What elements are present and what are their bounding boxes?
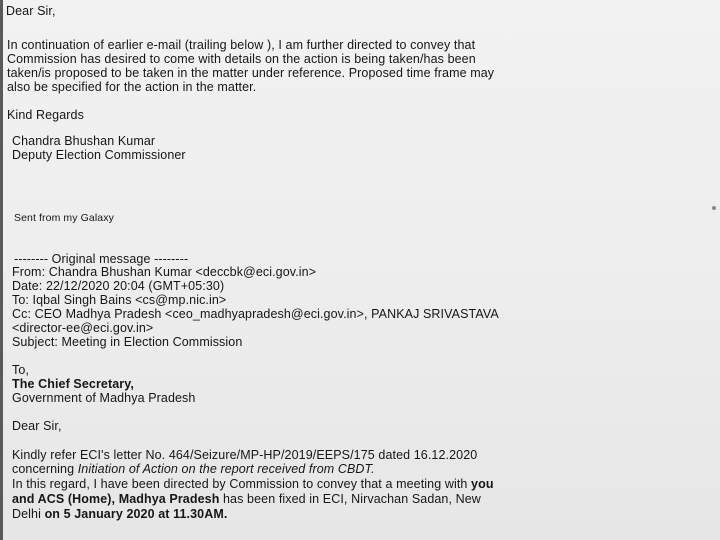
sent-from-device: Sent from my Galaxy (14, 212, 114, 224)
letter-recipient-org: Government of Madhya Pradesh (12, 391, 196, 405)
letter-to-label: To, (12, 363, 29, 377)
letter-meeting-bold: and ACS (Home), Madhya Pradesh (12, 492, 220, 506)
email-body-line: In continuation of earlier e-mail (trailing below ), I am further directed to convey that (7, 38, 476, 52)
signature-name: Chandra Bhushan Kumar (12, 134, 156, 148)
header-to: To: Iqbal Singh Bains <cs@mp.nic.in> (12, 293, 227, 307)
letter-subject-prefix: concerning (12, 462, 78, 476)
email-closing: Kind Regards (7, 108, 84, 122)
letter-subject-line (12, 462, 375, 476)
scan-speck (712, 206, 716, 210)
letter-meeting-text: Delhi (12, 507, 45, 521)
signature-title: Deputy Election Commissioner (12, 148, 186, 162)
letter-greeting: Dear Sir, (12, 419, 62, 433)
header-cc: Cc: CEO Madhya Pradesh <ceo_madhyapradesh@eci.gov.in>, PANKAJ SRIVASTAVA (12, 307, 499, 321)
letter-recipient: The Chief Secretary, (12, 377, 134, 391)
scan-left-edge (0, 0, 3, 540)
letter-meeting-text: has been fixed in ECI, Nirvachan Sadan, New (219, 492, 481, 506)
header-cc-continued: <director-ee@eci.gov.in> (12, 321, 154, 335)
letter-meeting-line (12, 477, 494, 491)
letter-subject-italic: Initiation of Action on the report received from CBDT. (77, 462, 375, 476)
letter-meeting-date: on 5 January 2020 at 11.30AM. (44, 507, 228, 521)
letter-meeting-line (12, 492, 481, 506)
email-body-line: Commission has desired to come with details on the action is being taken/has been (7, 52, 476, 66)
email-body-line: also be specified for the action in the matter. (7, 80, 257, 94)
header-date: Date: 22/12/2020 20:04 (GMT+05:30) (12, 279, 225, 293)
header-from: From: Chandra Bhushan Kumar <deccbk@eci.gov.in> (12, 265, 317, 279)
letter-meeting-bold: you (471, 477, 494, 491)
original-message-separator: -------- Original message -------- (14, 252, 189, 266)
header-subject: Subject: Meeting in Election Commission (12, 335, 243, 349)
email-body-line: taken/is proposed to be taken in the matter under reference. Proposed time frame may (7, 66, 495, 80)
letter-meeting-line (12, 507, 227, 521)
letter-reference-line: Kindly refer ECI's letter No. 464/Seizure/MP-HP/2019/EEPS/175 dated 16.12.2020 (12, 448, 478, 462)
email-greeting: Dear Sir, (6, 4, 56, 18)
letter-meeting-text: In this regard, I have been directed by Commission to convey that a meeting with (12, 477, 472, 491)
